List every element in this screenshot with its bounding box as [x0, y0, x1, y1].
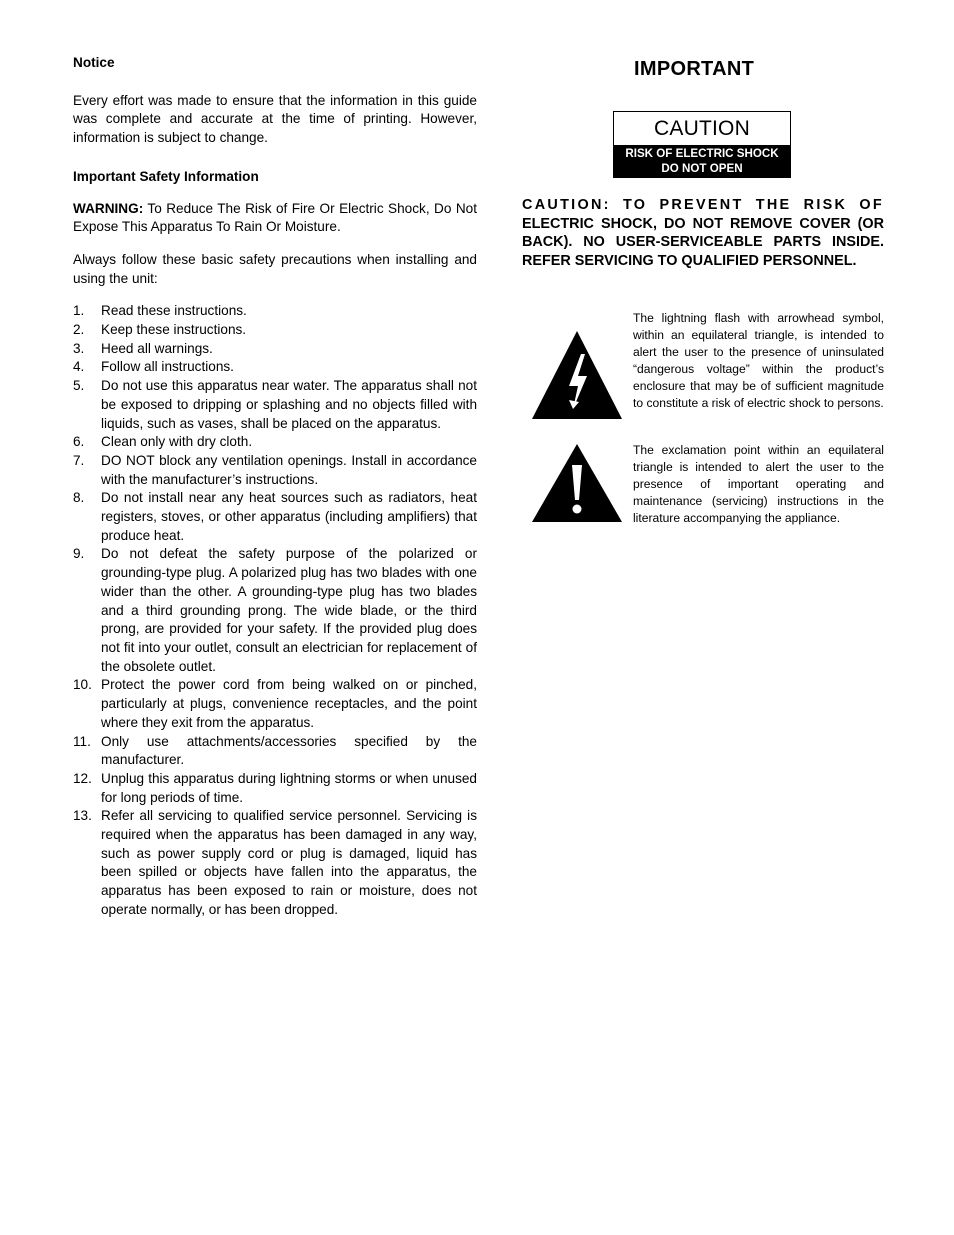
- list-item: [73, 321, 477, 340]
- item-text: Heed all warnings.: [101, 340, 213, 356]
- precautions-intro: Always follow these basic safety precautions when installing and using the unit:: [73, 251, 477, 286]
- safety-list: [73, 302, 477, 919]
- lightning-triangle-icon: [529, 326, 625, 424]
- list-item: [73, 770, 477, 807]
- item-text: DO NOT block any ventilation openings. Install in accordance with the manufacturer’s instructions.: [101, 452, 477, 487]
- item-text: Follow all instructions.: [101, 359, 234, 375]
- list-item: [73, 377, 477, 433]
- list-item: [73, 358, 477, 377]
- notice-heading: Notice: [73, 55, 115, 70]
- item-text: Protect the power cord from being walked on or pinched, particularly at plugs, convenience receptacles, and the point where they exit from the apparatus.: [101, 677, 477, 730]
- caution-label-line2: DO NOT OPEN: [661, 162, 743, 175]
- caution-statement: [522, 196, 884, 271]
- item-number: 4.: [73, 359, 85, 375]
- item-text: Only use attachments/accessories specified by the manufacturer.: [101, 733, 477, 768]
- warning-label: WARNING:: [73, 200, 144, 216]
- warning-paragraph: [73, 200, 477, 237]
- item-text: Unplug this apparatus during lightning storms or when unused for long periods of time.: [101, 770, 477, 805]
- item-number: 10.: [73, 677, 92, 693]
- left-column: [73, 54, 477, 920]
- item-number: 3.: [73, 340, 85, 356]
- item-number: 7.: [73, 452, 85, 468]
- item-number: 6.: [73, 434, 85, 450]
- notice-body: Every effort was made to ensure that the information in this guide was complete and accurate at the time of printing. However, information is subject to change.: [73, 92, 477, 146]
- item-text: Do not use this apparatus near water. The apparatus shall not be exposed to dripping or splashing and no objects filled with liquids, such as vases, shall be placed on the apparatus.: [101, 378, 477, 431]
- item-text: Read these instructions.: [101, 303, 247, 319]
- list-item: [73, 733, 477, 770]
- item-number: 2.: [73, 322, 85, 338]
- item-number: 5.: [73, 378, 85, 394]
- caution-label-line1: RISK OF ELECTRIC SHOCK: [625, 147, 779, 160]
- warning-text: To Reduce The Risk of Fire Or Electric Shock, Do Not Expose This Apparatus To Rain Or Moisture.: [73, 200, 477, 235]
- item-number: 13.: [73, 808, 92, 824]
- item-text: Keep these instructions.: [101, 322, 247, 338]
- list-item: [73, 340, 477, 359]
- list-item: [73, 545, 477, 676]
- caution-statement-rest: ELECTRIC SHOCK, DO NOT REMOVE COVER (OR BACK). NO USER-SERVICEABLE PARTS INSIDE. REFER SERVICING TO QUALIFIED PERSONNEL.: [522, 215, 884, 270]
- list-item: [73, 489, 477, 545]
- important-title: IMPORTANT: [634, 58, 755, 80]
- safety-heading: Important Safety Information: [73, 168, 259, 184]
- exclamation-triangle-icon: [529, 442, 625, 526]
- caution-label: [613, 111, 791, 178]
- exclamation-description: The exclamation point within an equilateral triangle is intended to alert the user to the presence of important operating and maintenance (servicing) instructions in the literature accompanying the appliance.: [633, 443, 884, 525]
- item-text: Refer all servicing to qualified service personnel. Servicing is required when the apparatus has been damaged in any way, such as power supply cord or plug is damaged, liquid has been spilled or objects have fallen into the apparatus, the apparatus has been exposed to rain or moisture, does not operate normally, or has been dropped.: [101, 808, 477, 917]
- list-item: [73, 433, 477, 452]
- item-number: 9.: [73, 546, 85, 562]
- item-text: Do not defeat the safety purpose of the polarized or grounding-type plug. A polarized plug has two blades with one wider than the other. A grounding-type plug has two blades and a third grounding prong. The wide blade, or the third prong, are provided for your safety. If the provided plug does not fit into your outlet, consult an electrician for replacement of the obsolete outlet.: [101, 546, 477, 674]
- lightning-description: The lightning flash with arrowhead symbol, within an equilateral triangle, is intended to alert the user to the presence of uninsulated “dangerous voltage” within the product’s enclosure that may be of sufficient magnitude to constitute a risk of electric shock to persons.: [633, 311, 884, 410]
- item-number: 8.: [73, 490, 85, 506]
- item-number: 12.: [73, 770, 92, 786]
- right-column: [522, 58, 884, 525]
- caution-label-word: CAUTION: [654, 117, 750, 140]
- item-text: Do not install near any heat sources such as radiators, heat registers, stoves, or other apparatus (including amplifiers) that produce heat.: [101, 490, 477, 543]
- list-item: [73, 676, 477, 732]
- list-item: [73, 302, 477, 321]
- caution-statement-lead: CAUTION: TO PREVENT THE RISK OF: [522, 197, 884, 213]
- item-text: Clean only with dry cloth.: [101, 434, 253, 450]
- list-item: [73, 807, 477, 919]
- caution-label-band: [614, 145, 790, 177]
- item-number: 1.: [73, 303, 85, 319]
- item-number: 11.: [73, 733, 91, 749]
- list-item: [73, 452, 477, 489]
